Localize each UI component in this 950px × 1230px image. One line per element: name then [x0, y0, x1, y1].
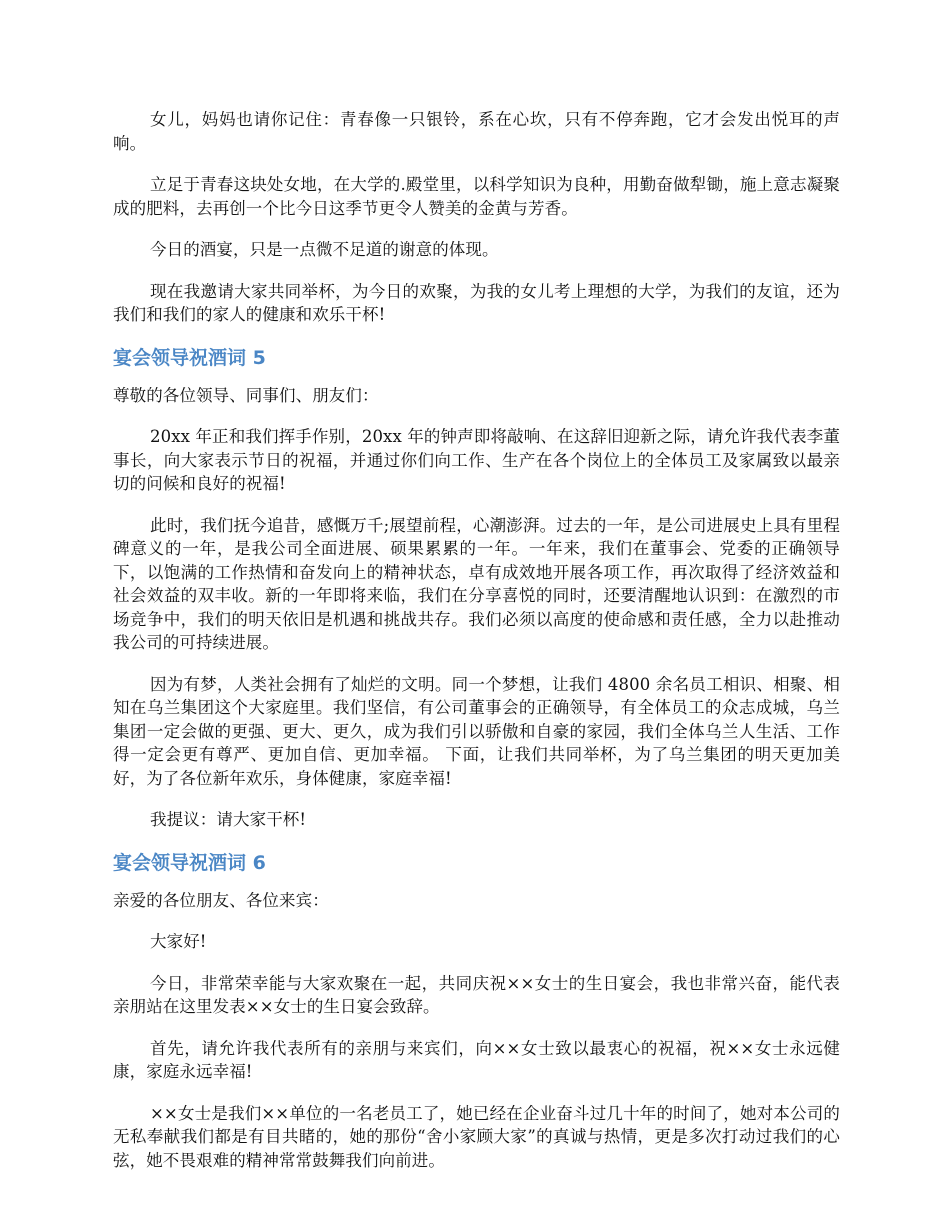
section-heading-6: 宴会领导祝酒词 6: [113, 851, 266, 874]
section-heading-5: 宴会领导祝酒词 5: [113, 346, 266, 369]
paragraph: 今日的酒宴，只是一点微不足道的谢意的体现。: [150, 240, 499, 259]
paragraph: 我提议：请大家干杯!: [150, 810, 307, 829]
paragraph: 大家好!: [150, 932, 207, 951]
paragraph: 因为有梦，人类社会拥有了灿烂的文明。同一个梦想，让我们 4800 余名员工相识、相聚、相知在乌兰集团这个大家庭里。我们坚信，有公司董事会的正确领导，有全体员工的众志成城，乌兰集团一定会做的更强、更大、更久，成为我们引以骄傲和自豪的家园，我们全体乌兰人生活、工作得一定会更有尊严、更加自信、更加幸福。 下面，让我们共同举杯，为了乌兰集团的明天更加美好，为了各位新年欢乐，身体健康，家庭幸福!: [113, 674, 840, 788]
paragraph: 首先，请允许我代表所有的亲朋与来宾们，向××女士致以最衷心的祝福，祝××女士永远健康，家庭永远幸福!: [113, 1038, 840, 1081]
paragraph: 20xx 年正和我们挥手作别，20xx 年的钟声即将敲响、在这辞旧迎新之际，请允许我代表李董事长，向大家表示节日的祝福，并通过你们向工作、生产在各个岗位上的全体员工及家属致以最亲切的问候和良好的祝福!: [113, 427, 840, 493]
paragraph: 此时，我们抚今追昔，感慨万千;展望前程，心潮澎湃。过去的一年，是公司进展史上具有里程碑意义的一年，是我公司全面进展、硕果累累的一年。一年来，我们在董事会、党委的正确领导下，以饱满的工作热情和奋发向上的精神状态，卓有成效地开展各项工作，再次取得了经济效益和社会效益的双丰收。新的一年即将来临，我们在分享喜悦的同时，还要清醒地认识到：在激烈的市场竞争中，我们的明天依旧是机遇和挑战共存。我们必须以高度的使命感和责任感，全力以赴推动我公司的可持续进展。: [113, 515, 840, 652]
paragraph: 今日，非常荣幸能与大家欢聚在一起，共同庆祝××女士的生日宴会，我也非常兴奋，能代表亲朋站在这里发表××女士的生日宴会致辞。: [113, 973, 840, 1016]
paragraph: 现在我邀请大家共同举杯，为今日的欢聚，为我的女儿考上理想的大学，为我们的友谊，还为我们和我们的家人的健康和欢乐干杯!: [113, 281, 840, 324]
paragraph: 立足于青春这块处女地，在大学的.殿堂里，以科学知识为良种，用勤奋做犁锄，施上意志凝聚成的肥料，去再创一个比今日这季节更令人赞美的金黄与芳香。: [113, 175, 840, 218]
salutation: 亲爱的各位朋友、各位来宾：: [113, 890, 329, 910]
paragraph: ××女士是我们××单位的一名老员工了，她已经在企业奋斗过几十年的时间了，她对本公司的无私奉献我们都是有目共睹的，她的那份“舍小家顾大家”的真诚与热情，更是多次打动过我们的心弦，她不畏艰难的精神常常鼓舞我们向前进。: [113, 1103, 840, 1170]
paragraph: 女儿，妈妈也请你记住：青春像一只银铃，系在心坎，只有不停奔跑，它才会发出悦耳的声响。: [113, 110, 840, 153]
document-body: [113, 108, 840, 1190]
salutation: 尊敬的各位领导、同事们、朋友们：: [113, 385, 379, 405]
